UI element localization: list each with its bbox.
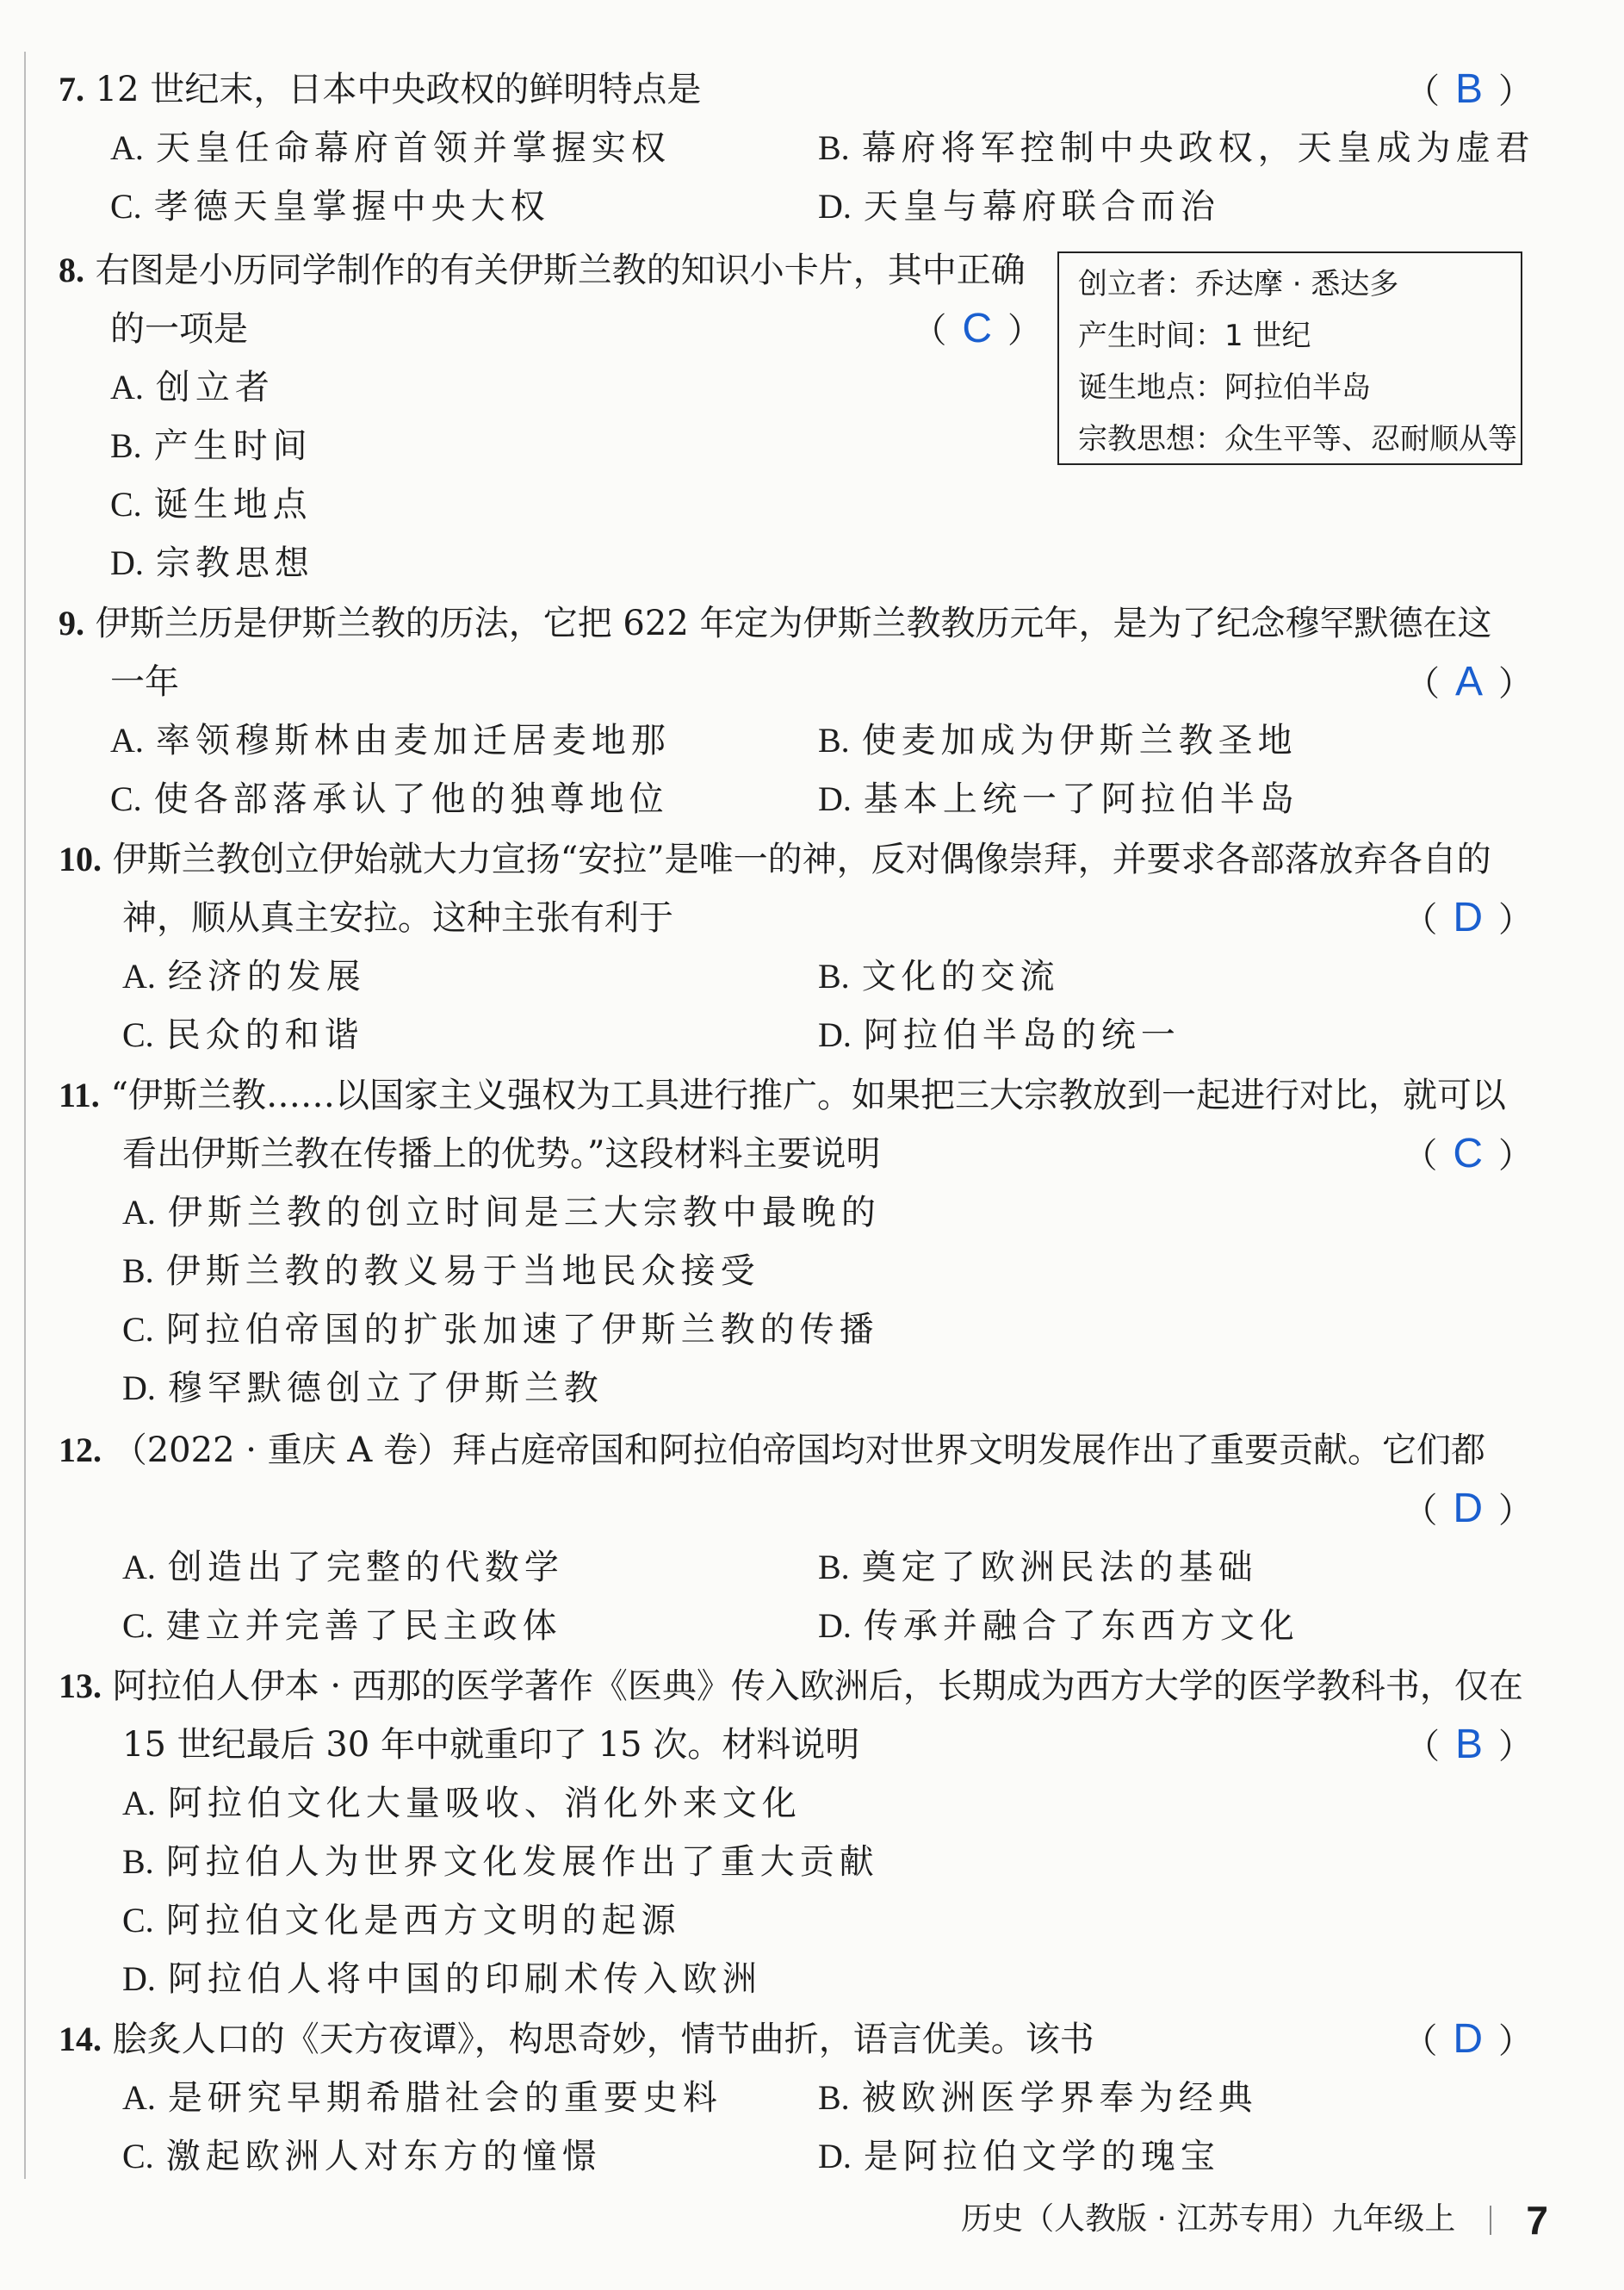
- option-text: 民众的和谐: [165, 1015, 364, 1055]
- footer-subject: 历史（人教版 · 江苏专用）九年级上: [961, 2201, 1456, 2237]
- option-c[interactable]: [122, 1306, 879, 1354]
- option-letter: D.: [818, 187, 852, 226]
- paren-open: （: [912, 311, 947, 350]
- paren-open: （: [1403, 900, 1438, 939]
- option-letter: B.: [818, 957, 850, 996]
- answer-slot[interactable]: [1405, 65, 1533, 115]
- option-letter: D.: [818, 1015, 852, 1054]
- paren-close: ）: [1007, 311, 1042, 350]
- paren-close: ）: [1498, 900, 1533, 939]
- option-letter: C.: [122, 2137, 154, 2175]
- option-text: 基本上统一了阿拉伯半岛: [863, 779, 1299, 819]
- option-letter: D.: [818, 2137, 852, 2175]
- option-text: 阿拉伯文化是西方文明的起源: [165, 1901, 681, 1940]
- option-b[interactable]: [122, 1838, 879, 1886]
- option-letter: A.: [122, 1548, 156, 1586]
- option-a[interactable]: [122, 2074, 722, 2122]
- option-text: 孝德天皇掌握中央大权: [153, 187, 550, 227]
- paren-close: ）: [1498, 1136, 1533, 1175]
- stem-line: 的一项是: [110, 309, 248, 349]
- option-text: 阿拉伯文化大量吸收、消化外来文化: [167, 1784, 802, 1823]
- option-c[interactable]: [122, 1011, 364, 1059]
- option-letter: D.: [818, 779, 852, 818]
- option-text: 传承并融合了东西方文化: [863, 1606, 1299, 1646]
- stem-line: 12 世纪末，日本中央政权的鲜明特点是: [95, 70, 702, 109]
- answer-slot[interactable]: [1405, 1721, 1533, 1771]
- option-letter: D.: [818, 1606, 852, 1645]
- option-text: 创立者: [155, 368, 275, 407]
- option-letter: C.: [122, 1606, 154, 1645]
- option-text: 穆罕默德创立了伊斯兰教: [167, 1368, 604, 1408]
- option-text: 是研究早期希腊社会的重要史料: [167, 2078, 722, 2118]
- option-c[interactable]: [110, 183, 550, 231]
- question-stem: [59, 246, 1026, 295]
- option-a[interactable]: [122, 1543, 564, 1592]
- card-birthplace: 诞生地点：阿拉伯半岛: [1078, 370, 1371, 405]
- option-text: 创造出了完整的代数学: [167, 1548, 564, 1587]
- option-letter: B.: [110, 426, 142, 465]
- option-b[interactable]: [110, 422, 313, 470]
- page-footer: [961, 2194, 1548, 2243]
- answer-slot[interactable]: [1403, 894, 1533, 944]
- option-text: 阿拉伯半岛的统一: [863, 1015, 1181, 1055]
- option-d[interactable]: [122, 1955, 762, 2003]
- paren-open: （: [1403, 1491, 1438, 1530]
- option-letter: C.: [122, 1310, 154, 1349]
- paren-open: （: [1403, 2021, 1438, 2060]
- question-stem: [59, 2015, 1094, 2063]
- option-b[interactable]: [818, 2074, 1258, 2122]
- question-stem: [59, 1662, 1523, 1710]
- option-a[interactable]: [110, 717, 671, 765]
- answer-letter: C: [1453, 1131, 1483, 1176]
- stem-line: 伊斯兰教创立伊始就大力宣扬“安拉”是唯一的神，反对偶像崇拜，并要求各部落放弃各自的: [112, 840, 1491, 879]
- option-d[interactable]: [110, 539, 314, 587]
- option-b[interactable]: [818, 124, 1535, 172]
- answer-letter: D: [1453, 2016, 1483, 2062]
- option-text: 天皇任命幕府首领并掌握实权: [155, 128, 671, 168]
- stem-line: （2022 · 重庆 A 卷）拜占庭帝国和阿拉伯帝国均对世界文明发展作出了重要贡献。它们都: [112, 1430, 1485, 1470]
- margin-rule: [24, 52, 26, 2179]
- option-letter: B.: [818, 128, 850, 167]
- option-text: 产生时间: [153, 426, 313, 466]
- answer-slot[interactable]: [1403, 1485, 1533, 1535]
- answer-slot[interactable]: [1405, 658, 1533, 708]
- stem-line: 一年: [110, 662, 179, 702]
- option-d[interactable]: [818, 183, 1220, 231]
- option-text: 奠定了欧洲民法的基础: [861, 1548, 1258, 1587]
- paren-close: ）: [1498, 1491, 1533, 1530]
- answer-slot[interactable]: [912, 305, 1042, 355]
- answer-letter: B: [1454, 1722, 1483, 1767]
- option-b[interactable]: [818, 953, 1060, 1001]
- option-c[interactable]: [122, 2132, 602, 2181]
- option-c[interactable]: [122, 1896, 681, 1945]
- option-letter: B.: [122, 1251, 154, 1290]
- option-a[interactable]: [122, 1188, 881, 1237]
- question-stem-cont: [122, 894, 673, 942]
- option-d[interactable]: [818, 2132, 1220, 2181]
- paren-close: ）: [1498, 664, 1533, 703]
- paren-open: （: [1404, 1727, 1440, 1766]
- option-text: 宗教思想: [155, 543, 314, 583]
- option-text: 阿拉伯人将中国的印刷术传入欧洲: [167, 1959, 762, 1999]
- card-founder: 创立者：乔达摩 · 悉达多: [1078, 267, 1399, 301]
- paren-close: ）: [1498, 1727, 1533, 1766]
- option-letter: A.: [122, 957, 156, 996]
- answer-letter: B: [1454, 66, 1483, 112]
- question-stem: [59, 835, 1491, 884]
- option-letter: C.: [122, 1901, 154, 1939]
- footer-divider: [1490, 2206, 1491, 2235]
- question-number: 7.: [59, 70, 84, 109]
- answer-slot[interactable]: [1403, 2015, 1533, 2065]
- option-letter: B.: [122, 1842, 154, 1881]
- option-d[interactable]: [818, 1011, 1181, 1059]
- option-c[interactable]: [122, 1602, 562, 1650]
- card-time: 产生时间：1 世纪: [1078, 319, 1311, 353]
- paren-open: （: [1404, 71, 1440, 110]
- option-letter: A.: [110, 128, 144, 167]
- option-c[interactable]: [110, 481, 313, 529]
- knowledge-card: [1057, 251, 1522, 465]
- question-number: 13.: [59, 1666, 102, 1705]
- question-stem: [59, 1426, 1485, 1474]
- option-text: 激起欧洲人对东方的憧憬: [165, 2137, 602, 2176]
- paren-open: （: [1403, 1136, 1438, 1175]
- option-text: 幕府将军控制中央政权，天皇成为虚君: [861, 128, 1535, 168]
- question-stem: [59, 599, 1492, 648]
- option-text: 使麦加成为伊斯兰教圣地: [861, 721, 1298, 760]
- option-letter: B.: [818, 1548, 850, 1586]
- answer-letter: D: [1453, 1486, 1483, 1531]
- option-letter: A.: [110, 721, 144, 760]
- option-letter: D.: [110, 543, 144, 582]
- option-text: 阿拉伯人为世界文化发展作出了重大贡献: [165, 1842, 879, 1882]
- stem-line: 伊斯兰历是伊斯兰教的历法，它把 622 年定为伊斯兰教教历元年，是为了纪念穆罕默德在这: [95, 604, 1492, 643]
- question-number: 8.: [59, 251, 84, 289]
- card-thought: 宗教思想：众生平等、忍耐顺从等: [1078, 422, 1517, 456]
- option-c[interactable]: [110, 775, 669, 823]
- option-text: 文化的交流: [861, 957, 1060, 996]
- question-stem-cont: [122, 1130, 880, 1178]
- option-letter: D.: [122, 1368, 156, 1407]
- option-b[interactable]: [818, 1543, 1258, 1592]
- option-letter: A.: [122, 1784, 156, 1822]
- question-stem-cont: [110, 658, 179, 706]
- option-letter: D.: [122, 1959, 156, 1998]
- option-a[interactable]: [110, 363, 275, 412]
- option-letter: C.: [110, 485, 142, 524]
- question-number: 11.: [59, 1076, 100, 1114]
- option-a[interactable]: [122, 1779, 802, 1828]
- stem-line: “伊斯兰教……以国家主义强权为工具进行推广。如果把三大宗教放到一起进行对比，就可以: [110, 1076, 1506, 1115]
- question-stem-cont: [110, 305, 248, 353]
- option-text: 使各部落承认了他的独尊地位: [153, 779, 669, 819]
- option-letter: C.: [122, 1015, 154, 1054]
- option-text: 伊斯兰教的创立时间是三大宗教中最晚的: [167, 1193, 881, 1232]
- paren-open: （: [1404, 664, 1440, 703]
- option-d[interactable]: [122, 1364, 604, 1412]
- question-number: 9.: [59, 604, 84, 642]
- option-text: 建立并完善了民主政体: [165, 1606, 562, 1646]
- option-text: 是阿拉伯文学的瑰宝: [863, 2137, 1220, 2176]
- question-number: 14.: [59, 2020, 102, 2058]
- answer-letter: C: [962, 306, 992, 351]
- option-letter: A.: [122, 2078, 156, 2117]
- stem-line: 右图是小历同学制作的有关伊斯兰教的知识小卡片，其中正确: [95, 251, 1026, 290]
- stem-line: 神，顺从真主安拉。这种主张有利于: [122, 898, 673, 938]
- option-d[interactable]: [818, 1602, 1299, 1650]
- option-b[interactable]: [122, 1247, 760, 1295]
- option-text: 伊斯兰教的教义易于当地民众接受: [165, 1251, 760, 1291]
- stem-line: 脍炙人口的《天方夜谭》，构思奇妙，情节曲折，语言优美。该书: [112, 2020, 1094, 2059]
- answer-letter: A: [1454, 659, 1483, 704]
- option-letter: A.: [122, 1193, 156, 1232]
- answer-letter: D: [1453, 895, 1483, 940]
- answer-slot[interactable]: [1403, 1130, 1533, 1180]
- option-d[interactable]: [818, 775, 1299, 823]
- question-stem: [59, 1071, 1506, 1120]
- option-text: 率领穆斯林由麦加迁居麦地那: [155, 721, 671, 760]
- option-letter: B.: [818, 721, 850, 760]
- option-a[interactable]: [122, 953, 366, 1001]
- option-b[interactable]: [818, 717, 1298, 765]
- option-letter: C.: [110, 187, 142, 226]
- paren-close: ）: [1498, 71, 1533, 110]
- option-letter: B.: [818, 2078, 850, 2117]
- option-text: 被欧洲医学界奉为经典: [861, 2078, 1258, 2118]
- option-text: 阿拉伯帝国的扩张加速了伊斯兰教的传播: [165, 1310, 879, 1350]
- option-letter: C.: [110, 779, 142, 818]
- stem-line: 阿拉伯人伊本 · 西那的医学著作《医典》传入欧洲后，长期成为西方大学的医学教科书，仅在: [112, 1666, 1523, 1706]
- option-text: 经济的发展: [167, 957, 366, 996]
- question-number: 12.: [59, 1430, 102, 1469]
- page-number: 7: [1526, 2198, 1548, 2243]
- paren-close: ）: [1498, 2021, 1533, 2060]
- stem-line: 15 世纪最后 30 年中就重印了 15 次。材料说明: [122, 1725, 860, 1765]
- question-number: 10.: [59, 840, 102, 878]
- question-stem: [59, 65, 701, 114]
- question-stem-cont: [122, 1721, 859, 1769]
- stem-line: 看出伊斯兰教在传播上的优势。”这段材料主要说明: [122, 1134, 881, 1174]
- option-letter: A.: [110, 368, 144, 406]
- option-text: 天皇与幕府联合而治: [863, 187, 1220, 227]
- option-a[interactable]: [110, 124, 671, 172]
- option-text: 诞生地点: [153, 485, 313, 524]
